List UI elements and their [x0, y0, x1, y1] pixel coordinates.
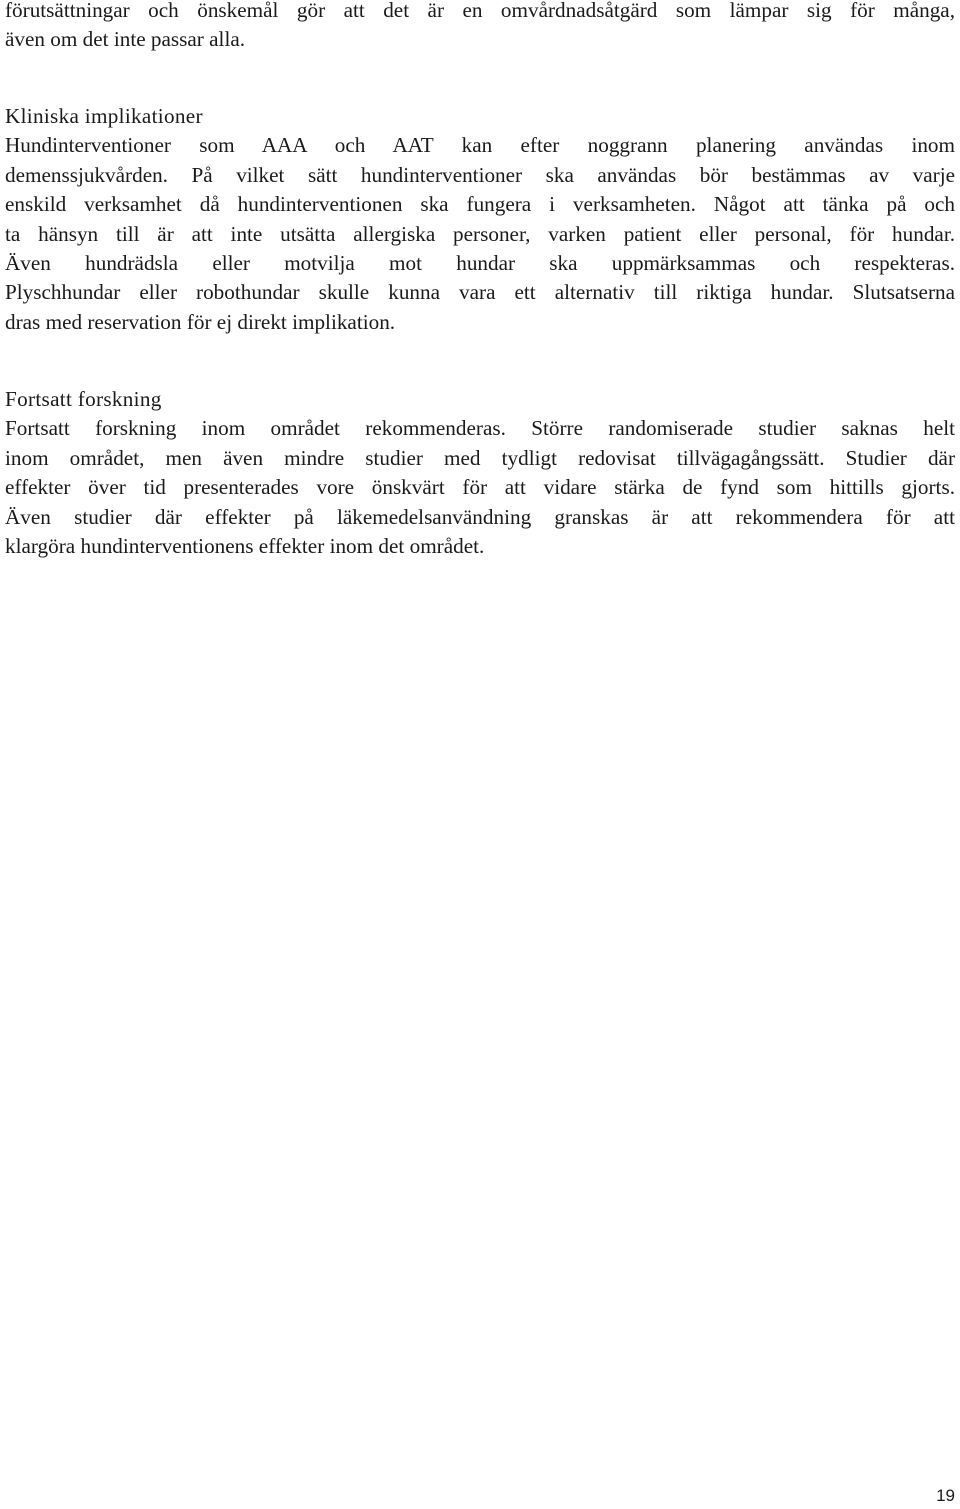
section-body — [5, 414, 955, 561]
section-heading: Fortsatt forskning — [5, 387, 162, 411]
text-line: Hundinterventioner som AAA och AAT kan efter noggrann planering användas inom — [5, 133, 955, 158]
text-line: även om det inte passar alla. — [5, 27, 246, 52]
text-line: effekter över tid presenterades vore önskvärt för att vidare stärka de fynd som hittills gjorts. — [5, 475, 955, 500]
text-line: inom området, men även mindre studier med tydligt redovisat tillvägagångssätt. Studier där — [5, 445, 955, 470]
section-heading: Kliniska implikationer — [5, 104, 203, 128]
text-line: demenssjukvården. På vilket sätt hundinterventioner ska användas bör bestämmas av varje — [5, 162, 955, 187]
text-line: Fortsatt forskning inom området rekommenderas. Större randomiserade studier saknas helt — [5, 416, 955, 441]
text-line: enskild verksamhet då hundinterventionen ska fungera i verksamheten. Något att tänka på och — [5, 192, 955, 217]
intro-paragraph — [5, 0, 955, 55]
text-line: klargöra hundinterventionens effekter inom det området. — [5, 534, 485, 559]
text-line: Plyschhundar eller robothundar skulle kunna vara ett alternativ till riktiga hundar. Slutsatserna — [5, 280, 955, 305]
text-line: ta hänsyn till är att inte utsätta allergiska personer, varken patient eller personal, för hundar. — [5, 221, 955, 246]
text-line: dras med reservation för ej direkt implikation. — [5, 309, 396, 334]
text-line: förutsättningar och önskemål gör att det är en omvårdnadsåtgärd som lämpar sig för många, — [5, 0, 955, 22]
section-body — [5, 131, 955, 337]
section-further-research — [5, 385, 955, 561]
text-line: Även studier där effekter på läkemedelsanvändning granskas är att rekommendera för att — [5, 504, 955, 529]
intro-text — [5, 0, 955, 55]
section-clinical-implications — [5, 102, 955, 337]
page-number: 19 — [936, 1486, 955, 1505]
text-line: Även hundrädsla eller motvilja mot hundar ska uppmärksammas och respekteras. — [5, 251, 955, 276]
